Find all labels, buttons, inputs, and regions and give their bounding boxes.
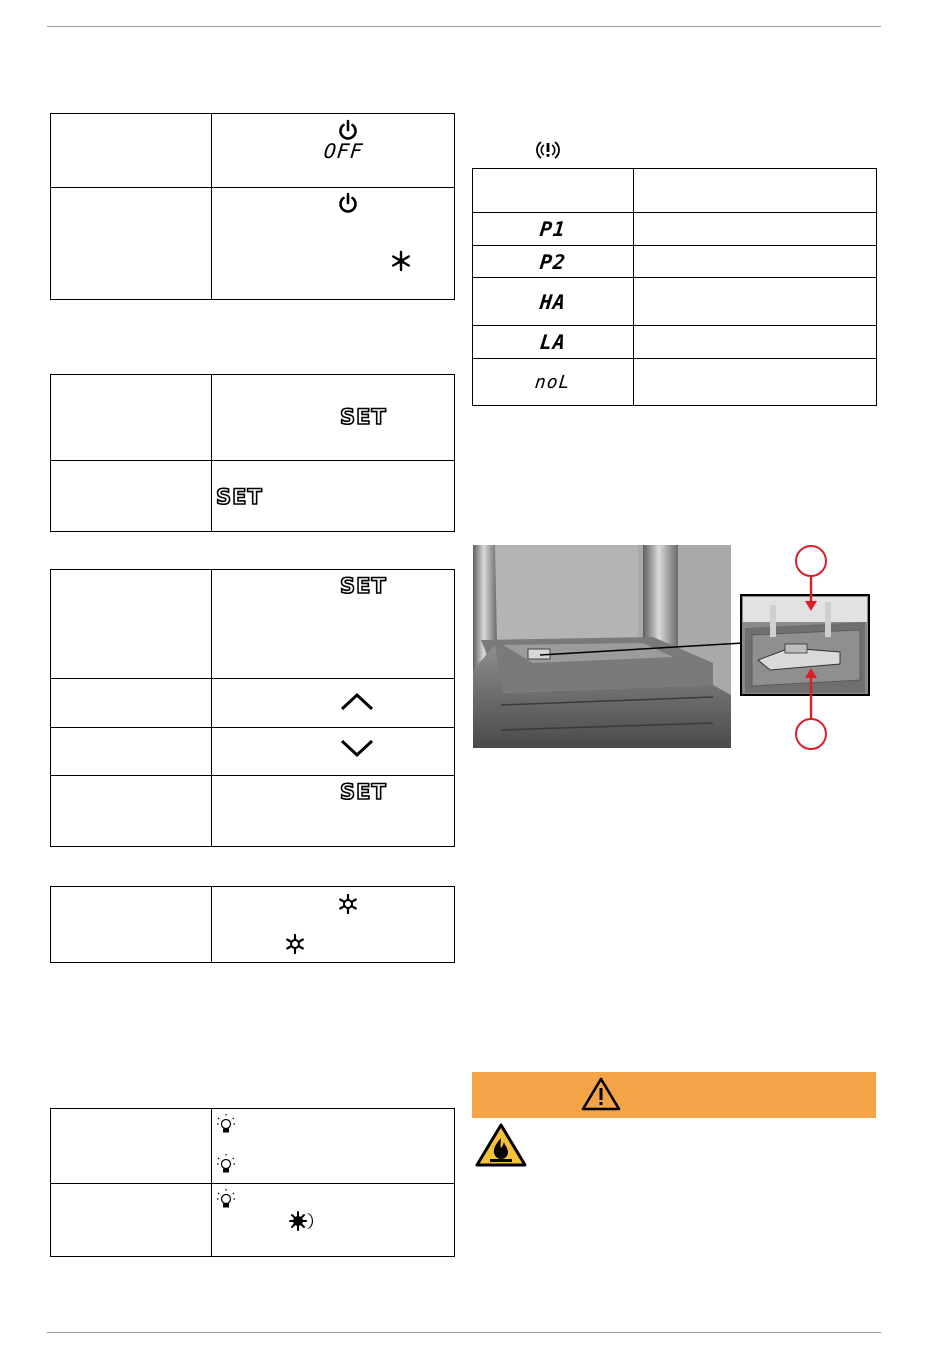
light-table: [50, 1108, 455, 1257]
table-cell: [51, 1109, 212, 1184]
table-cell: [212, 776, 455, 847]
table-row: [51, 570, 455, 679]
up-arrow-icon: [340, 692, 374, 712]
defrost-table: [50, 886, 455, 963]
set-button-icon: [340, 405, 400, 427]
power-icon: [337, 192, 359, 214]
table-row: [51, 776, 455, 847]
table-cell: [212, 375, 455, 461]
display-code: P2: [538, 249, 568, 274]
table-cell: [473, 246, 634, 278]
light-icon: [216, 1153, 236, 1175]
table-cell: [51, 1184, 212, 1257]
table-cell: [212, 887, 455, 963]
callout-arrow-top: [804, 575, 818, 611]
table-row: [473, 326, 877, 359]
set-label: SET: [340, 405, 387, 427]
table-cell: [634, 359, 877, 406]
callout-circle-top: [795, 545, 827, 577]
table-row: [51, 1184, 455, 1257]
set-label: SET: [216, 485, 263, 507]
defrost-icon: [284, 933, 306, 955]
table-cell: [473, 278, 634, 326]
off-code: OFF: [322, 139, 365, 163]
set-table: [50, 374, 455, 532]
display-code: P1: [538, 217, 568, 241]
table-row: [473, 213, 877, 246]
table-cell: [212, 114, 455, 188]
table-cell: [473, 213, 634, 246]
set-button-icon: [216, 485, 276, 507]
callout-circle-bottom: [795, 718, 827, 750]
table-row: [51, 887, 455, 963]
table-cell: [212, 1109, 455, 1184]
header-rule: [47, 26, 881, 27]
table-cell: [634, 169, 877, 213]
table-cell: [212, 679, 455, 728]
table-cell: [51, 375, 212, 461]
table-cell: [473, 169, 634, 213]
table-cell: [473, 326, 634, 359]
table-row: [51, 1109, 455, 1184]
table-row: [473, 359, 877, 406]
table-cell: [634, 278, 877, 326]
table-row: [51, 679, 455, 728]
display-codes-table: [472, 168, 877, 406]
flammable-icon: [474, 1122, 528, 1168]
table-cell: [51, 188, 212, 300]
table-cell: [634, 326, 877, 359]
table-cell: [212, 570, 455, 679]
table-row: [473, 246, 877, 278]
display-code: noL: [534, 371, 572, 393]
footer-rule: [47, 1332, 881, 1333]
set-button-icon: [340, 780, 400, 802]
table-row: [51, 461, 455, 532]
table-cell: [634, 213, 877, 246]
table-row: [51, 375, 455, 461]
display-code: HA: [538, 289, 568, 314]
display-code: LA: [538, 330, 568, 354]
power-icon: [337, 119, 359, 141]
callout-arrow-bottom: [804, 668, 818, 720]
table-cell: [212, 188, 455, 300]
sun-moon-icon: [288, 1210, 316, 1232]
detail-inset: [540, 590, 875, 700]
table-cell: [51, 461, 212, 532]
table-cell: [212, 728, 455, 776]
defrost-icon: [337, 893, 359, 915]
table-cell: [51, 570, 212, 679]
table-cell: [473, 359, 634, 406]
set-button-icon: [340, 574, 400, 596]
power-table: [50, 113, 455, 300]
warning-bar: [472, 1072, 876, 1118]
table-cell: [212, 461, 455, 532]
program-table: [50, 569, 455, 847]
table-row: [51, 114, 455, 188]
table-cell: [634, 246, 877, 278]
table-cell: [51, 887, 212, 963]
table-row: [51, 188, 455, 300]
table-cell: [51, 776, 212, 847]
alarm-icon: [536, 139, 560, 161]
table-cell: [51, 114, 212, 188]
table-cell: [51, 679, 212, 728]
table-row: [51, 728, 455, 776]
warning-triangle-icon: [580, 1076, 622, 1112]
snowflake-icon: [390, 250, 412, 272]
down-arrow-icon: [340, 738, 374, 758]
table-cell: [51, 728, 212, 776]
table-cell: [212, 1184, 455, 1257]
set-label: SET: [340, 780, 387, 802]
set-label: SET: [340, 574, 387, 596]
table-header-row: [473, 169, 877, 213]
light-icon: [216, 1113, 236, 1135]
light-icon: [216, 1188, 236, 1210]
table-row: [473, 278, 877, 326]
